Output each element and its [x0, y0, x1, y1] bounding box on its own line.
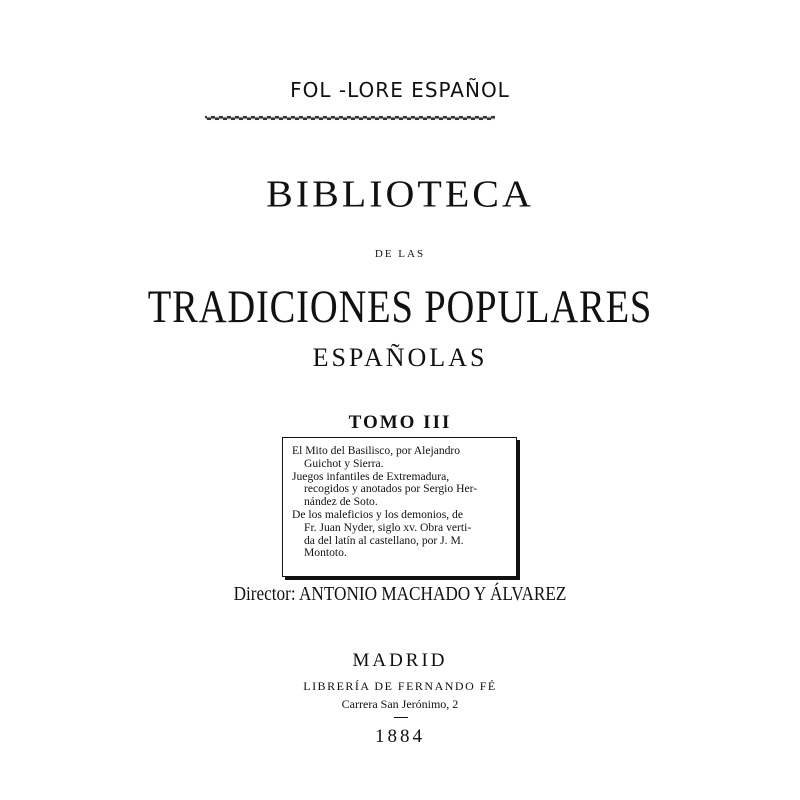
contents-line: recogidos y anotados por Sergio Her- [304, 482, 478, 496]
contents-line: Juegos infantiles de Extremadura, [292, 469, 450, 483]
contents-entry [292, 445, 477, 471]
contents-box [282, 437, 517, 577]
contents-line: Montoto. [304, 546, 347, 560]
contents-line: da del latín al castellano, por J. M. [304, 533, 464, 547]
contents-list [292, 445, 477, 560]
contents-entry [292, 509, 477, 560]
contents-line: Guichot y Sierra. [304, 456, 384, 470]
main-title: BIBLIOTECA [266, 172, 534, 215]
short-rule [394, 717, 408, 718]
volume-label: TOMO III [348, 412, 452, 433]
contents-line: De los maleficios y los demonios, de [292, 507, 463, 521]
contents-line: Fr. Juan Nyder, siglo xv. Obra verti- [304, 520, 472, 534]
series-title: FOL -LORE ESPAÑOL [290, 78, 510, 102]
de-las-connector: DE LAS [374, 248, 426, 260]
city: MADRID [352, 650, 448, 671]
contents-line: nández de Soto. [304, 495, 378, 509]
publisher: LIBRERÍA DE FERNANDO FÉ [303, 679, 497, 693]
director-line: Director: ANTONIO MACHADO Y ÁLVAREZ [233, 583, 567, 605]
publication-year: 1884 [375, 726, 425, 747]
contents-line: El Mito del Basilisco, por Alejandro [292, 444, 461, 457]
subtitle-tradiciones: TRADICIONES POPULARES [147, 281, 653, 333]
wavy-rule [205, 114, 495, 122]
publisher-address: Carrera San Jerónimo, 2 [341, 697, 459, 711]
contents-entry [292, 471, 477, 509]
subtitle-espanolas: ESPAÑOLAS [312, 343, 488, 372]
